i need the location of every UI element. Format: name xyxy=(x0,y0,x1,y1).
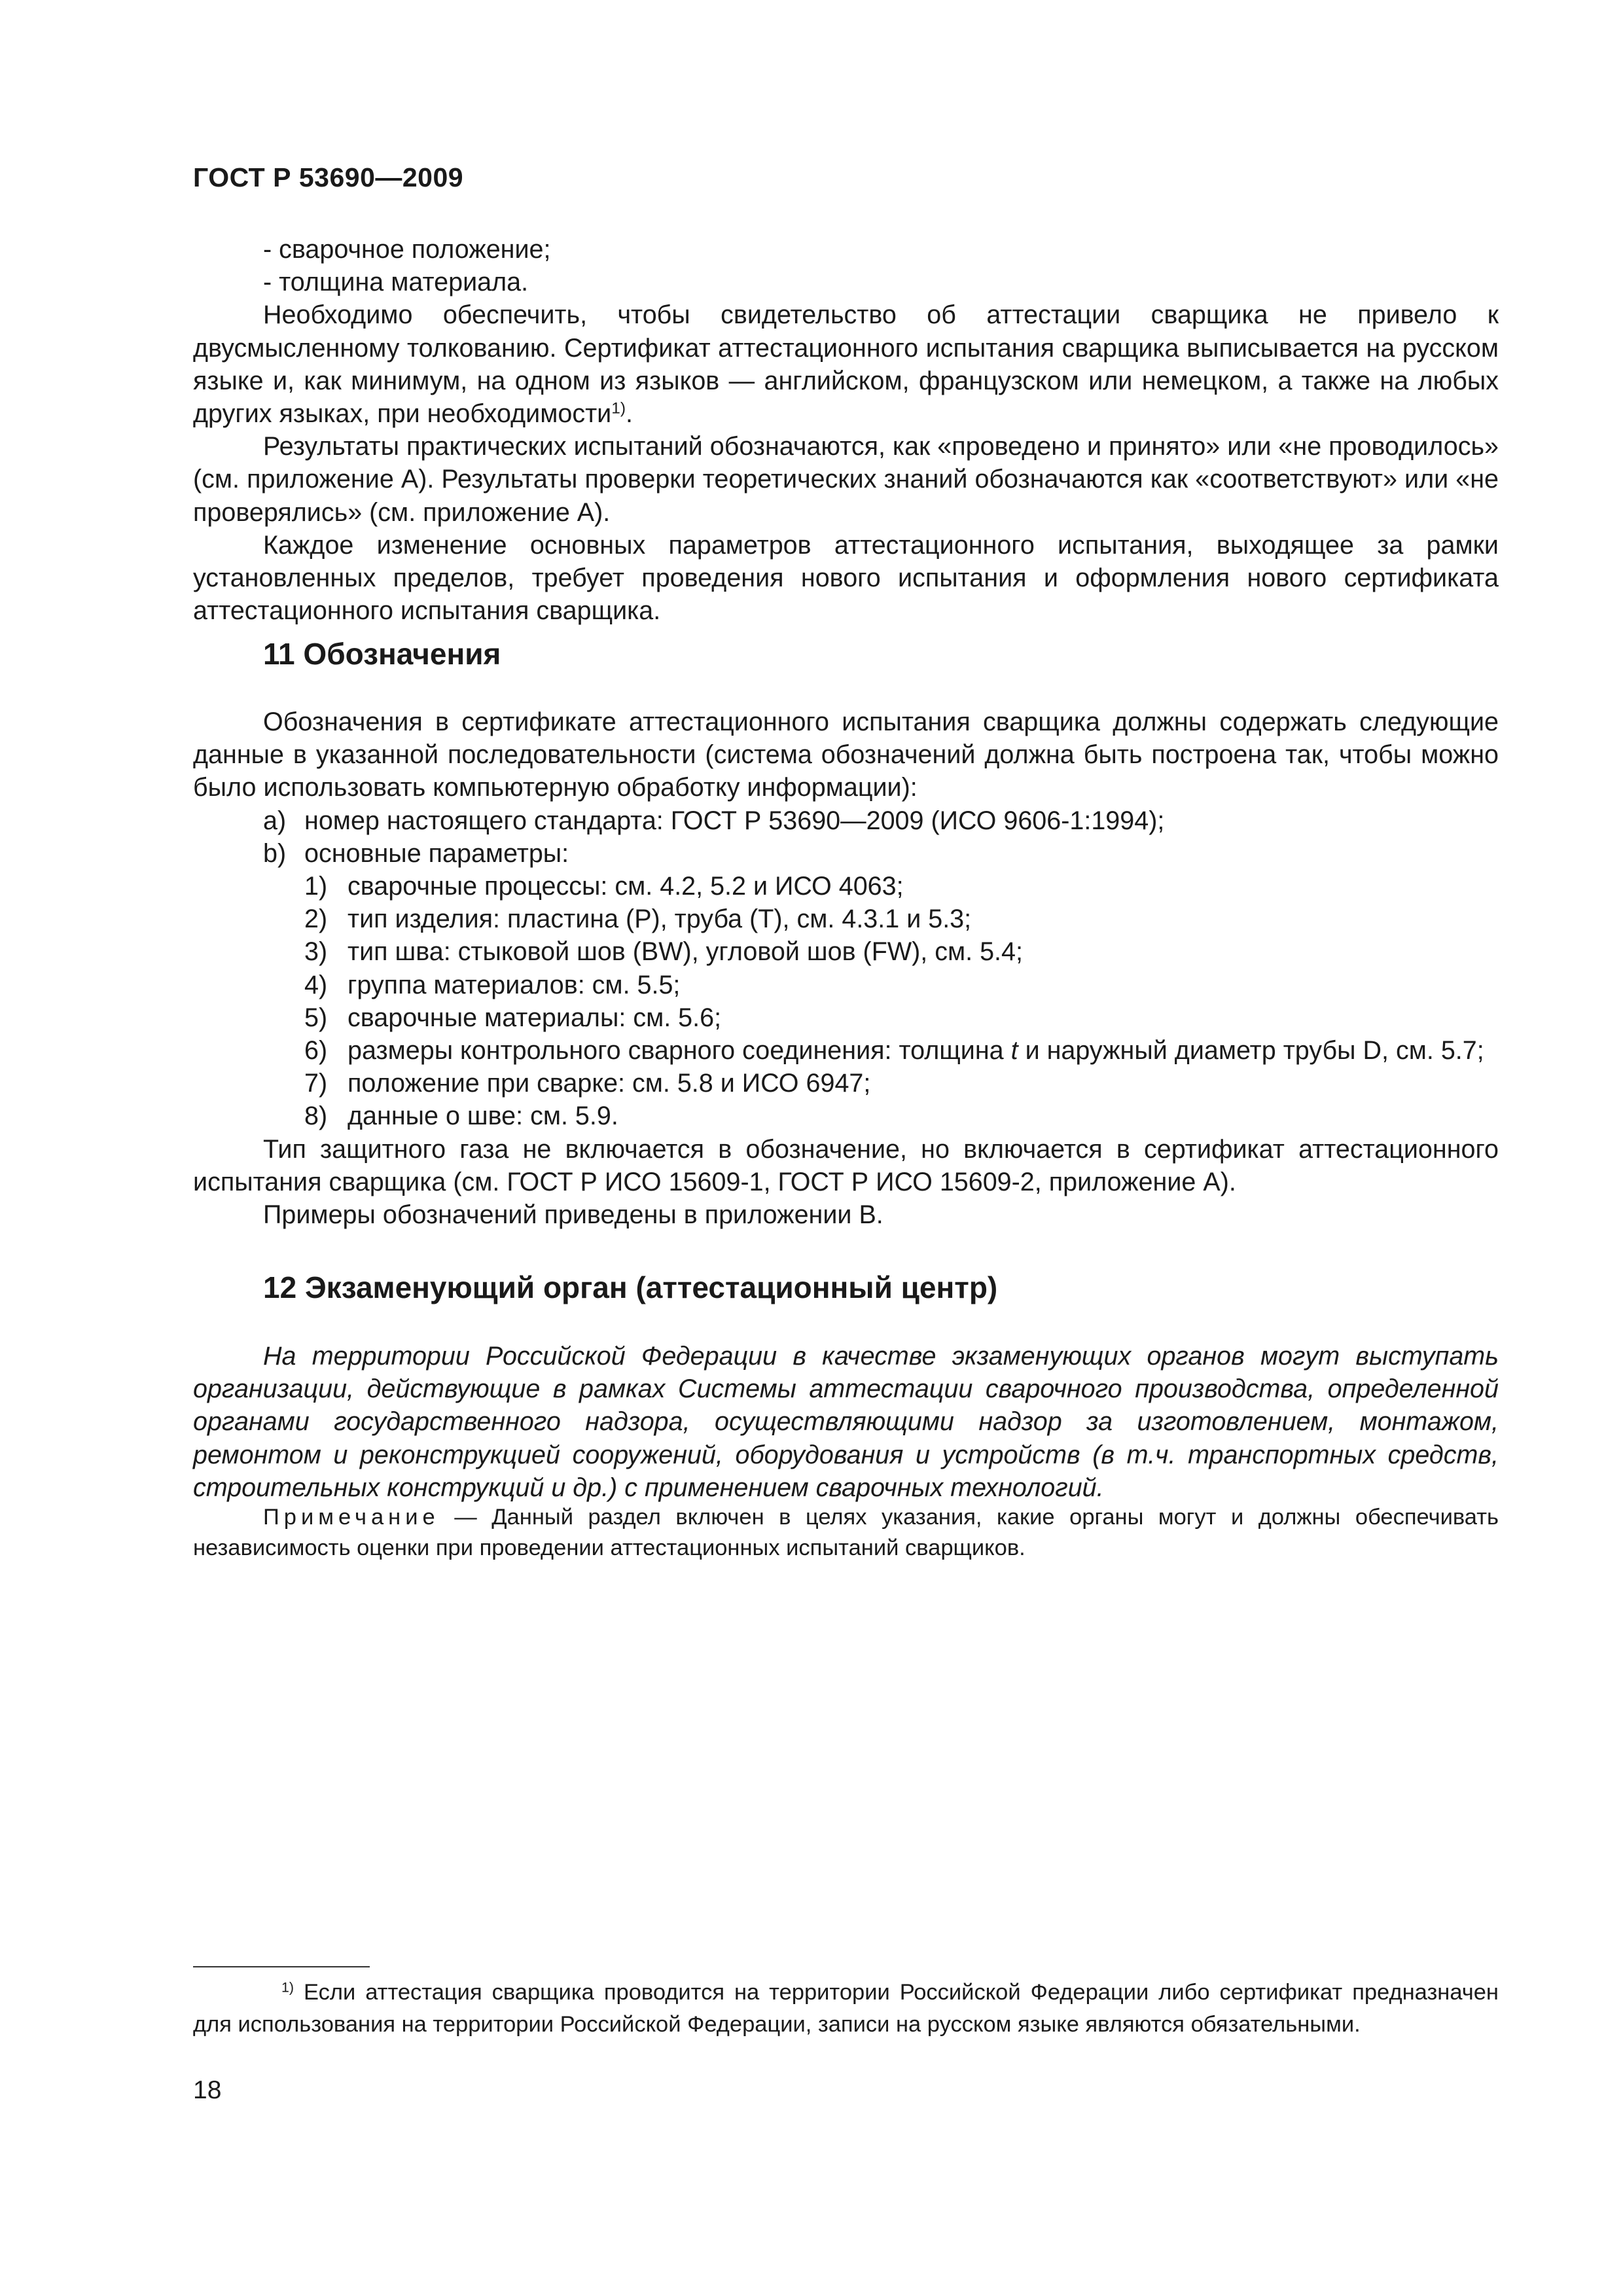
footnote: $^{1)}$ Если аттестация сварщика проводится на территории Российской Федерации либо сертификат предназначен для использования на территории Российской Федерации, записи на русском языке являются обязательными. xyxy=(193,1979,1499,2037)
list-item: - сварочное положение; xyxy=(263,235,551,264)
section-11-body xyxy=(193,706,1499,1231)
paragraph: Необходимо обеспечить, чтобы свидетельство об аттестации сварщика не привело к двусмысленному толкованию. Сертификат аттестационного испытания сварщика выписывается на русском языке и, как минимум, на одном из языков — английском, французском или немецком, а также на любых других языках, при необходимости$^{1)}$. xyxy=(193,300,1499,429)
section-10-continuation xyxy=(193,233,1499,627)
footnote-ref: 1) xyxy=(611,399,626,418)
list-item: 2) тип изделия: пластина (Р), труба (Т), см. 4.3.1 и 5.3; xyxy=(304,905,972,934)
document-header: ГОСТ Р 53690—2009 xyxy=(193,162,464,192)
section-11-heading: 11 Обозначения xyxy=(263,637,501,671)
list-item: а) номер настоящего стандарта: ГОСТ Р 53690—2009 (ИСО 9606-1:1994); xyxy=(263,806,1165,835)
section-12-body xyxy=(193,1340,1499,1504)
page-number: 18 xyxy=(193,2076,222,2104)
paragraph: На территории Российской Федерации в качестве экзаменующих органов могут выступать организации, действующие в рамках Системы аттестации сварочного производства, определенной органами государственного надзора, осуществляющими надзор за изготовлением, монтажом, ремонтом и реконструкцией сооружений, оборудования и устройств (в т.ч. транспортных средств, строительных конструкций и др.) с применением сварочных технологий. xyxy=(193,1342,1499,1502)
list-item: 1) сварочные процессы: см. 4.2, 5.2 и ИСО 4063; xyxy=(304,872,904,901)
list-item: 4) группа материалов: см. 5.5; xyxy=(304,970,681,999)
list-item: b) основные параметры: xyxy=(263,838,569,868)
paragraph: Обозначения в сертификате аттестационного испытания сварщика должны содержать следующие данные в указанной последовательности (система обозначений должна быть построена так, чтобы можно было использовать компьютерную обработку информации): xyxy=(193,708,1499,802)
footnote-marker: 1) xyxy=(281,1979,294,1996)
paragraph: Результаты практических испытаний обозначаются, как «проведено и принято» или «не проводилось» (см. приложение А). Результаты проверки теоретических знаний обозначаются как «соответствуют» или «не проверялись» (см. приложение А). xyxy=(193,432,1499,527)
paragraph: Примеры обозначений приведены в приложении В. xyxy=(263,1200,883,1230)
note: Примечание — Данный раздел включен в целях указания, какие органы могут и должны обеспечивать независимость оценки при проведении аттестационных испытаний сварщиков. xyxy=(193,1505,1499,1560)
paragraph: Каждое изменение основных параметров аттестационного испытания, выходящее за рамки установленных пределов, требует проведения нового испытания и оформления нового сертификата аттестационного испытания сварщика. xyxy=(193,530,1499,626)
list-item: 8) данные о шве: см. 5.9. xyxy=(304,1102,618,1131)
list-item: 5) сварочные материалы: см. 5.6; xyxy=(304,1003,722,1032)
paragraph: Тип защитного газа не включается в обозначение, но включается в сертификат аттестационного испытания сварщика (см. ГОСТ Р ИСО 15609-1, ГОСТ Р ИСО 15609-2, приложение А). xyxy=(193,1134,1499,1196)
note-label: Примечание xyxy=(263,1505,440,1530)
list-item: 3) тип шва: стыковой шов (BW), угловой шов (FW), см. 5.4; xyxy=(304,937,1023,967)
section-12-heading: 12 Экзаменующий орган (аттестационный центр) xyxy=(263,1270,998,1304)
list-item: 6) размеры контрольного сварного соединения: толщина t и наружный диаметр трубы D, см. 5.7; xyxy=(304,1036,1484,1066)
footnote-divider xyxy=(193,1966,370,1967)
list-item: - толщина материала. xyxy=(263,268,529,297)
list-item: 7) положение при сварке: см. 5.8 и ИСО 6947; xyxy=(304,1069,871,1098)
